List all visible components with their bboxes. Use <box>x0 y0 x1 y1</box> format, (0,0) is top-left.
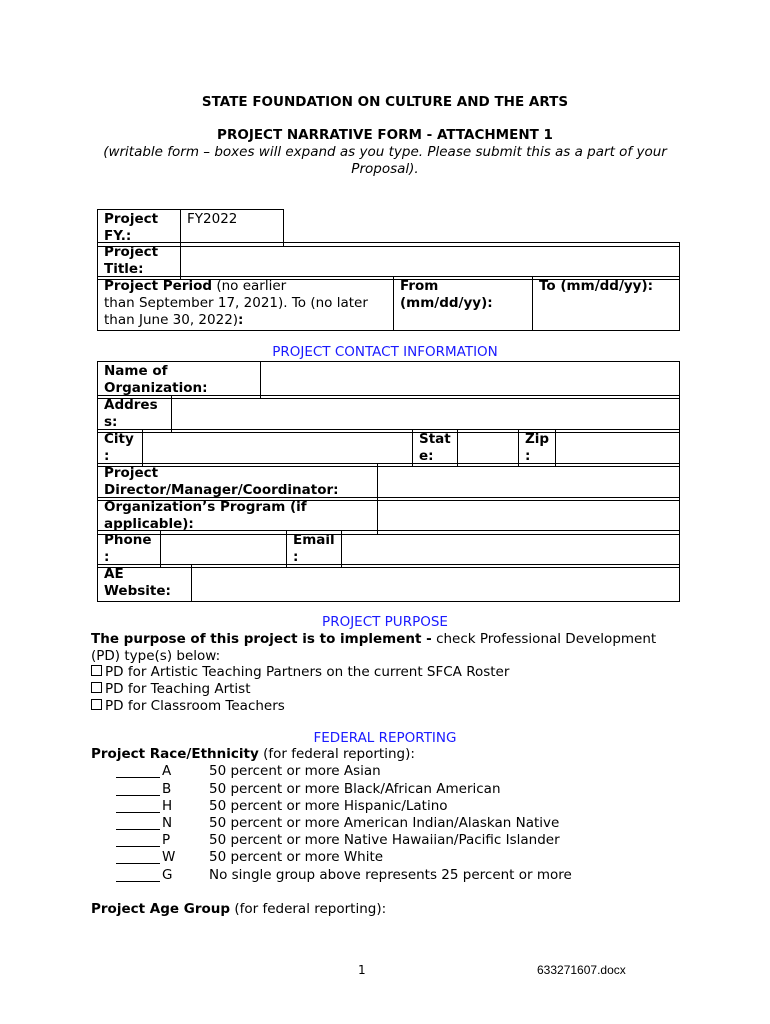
address-label: Addres s: <box>98 396 172 433</box>
director-label: Project Director/Manager/Coordinator: <box>98 464 378 501</box>
zip-label: Zip : <box>519 430 556 467</box>
contact-phone-table <box>97 530 680 568</box>
project-title-table <box>97 242 680 280</box>
form-title: PROJECT NARRATIVE FORM - ATTACHMENT 1 <box>217 127 553 143</box>
zip-field[interactable] <box>556 430 680 467</box>
race-option-h[interactable]: H 50 percent or more Hispanic/Latino <box>116 798 716 815</box>
race-blank[interactable] <box>116 799 160 813</box>
race-option-p[interactable]: P 50 percent or more Native Hawaiian/Pacific Islander <box>116 832 716 849</box>
federal-heading: FEDERAL REPORTING <box>313 730 457 746</box>
race-blank[interactable] <box>116 833 160 847</box>
footer-filename: 633271607.docx <box>537 963 626 977</box>
checkbox-icon[interactable] <box>91 665 102 676</box>
contact-city-table <box>97 429 680 467</box>
race-option-a[interactable]: A 50 percent or more Asian <box>116 763 716 780</box>
purpose-heading: PROJECT PURPOSE <box>322 614 448 630</box>
age-group-label: Project Age Group (for federal reporting): <box>91 901 387 917</box>
project-period-label: Project Period (no earlier than September 17, 2021). To (no later than June 30, 2022): <box>98 277 394 331</box>
contact-website-table <box>97 564 680 602</box>
website-field[interactable] <box>192 565 680 602</box>
project-fy-field[interactable]: FY2022 <box>181 210 284 247</box>
project-fy-label: Project FY.: <box>98 210 181 247</box>
purpose-option-classroom[interactable]: PD for Classroom Teachers <box>91 698 285 715</box>
program-label: Organization’s Program (if applicable): <box>98 498 378 535</box>
page-number: 1 <box>358 963 366 977</box>
race-option-n[interactable]: N 50 percent or more American Indian/Alaskan Native <box>116 815 716 832</box>
email-label: Email : <box>287 531 342 568</box>
org-name-field[interactable] <box>261 362 680 399</box>
form-instructions-line1: (writable form – boxes will expand as you type. Please submit this as a part of your <box>103 144 667 160</box>
org-name-label: Name of Organization: <box>98 362 261 399</box>
purpose-option-teaching-artist[interactable]: PD for Teaching Artist <box>91 681 251 698</box>
purpose-option-atp[interactable]: PD for Artistic Teaching Partners on the current SFCA Roster <box>91 664 509 681</box>
race-blank[interactable] <box>116 816 160 830</box>
director-field[interactable] <box>378 464 680 501</box>
race-blank[interactable] <box>116 868 160 882</box>
race-option-b[interactable]: B 50 percent or more Black/African American <box>116 781 716 798</box>
program-field[interactable] <box>378 498 680 535</box>
website-label: AE Website: <box>98 565 192 602</box>
period-from-field[interactable]: From (mm/dd/yy): <box>394 277 533 331</box>
contact-org-table <box>97 361 680 399</box>
contact-director-table <box>97 463 680 501</box>
document-org-title: STATE FOUNDATION ON CULTURE AND THE ARTS <box>201 94 569 110</box>
purpose-lead-line2: (PD) type(s) below: <box>91 648 221 664</box>
email-field[interactable] <box>341 531 679 568</box>
city-label: City : <box>98 430 143 467</box>
race-blank[interactable] <box>116 782 160 796</box>
state-label: Stat e: <box>413 430 458 467</box>
race-option-g[interactable]: G No single group above represents 25 percent or more <box>116 867 716 884</box>
race-label: Project Race/Ethnicity (for federal reporting): <box>91 746 415 762</box>
spacer <box>284 210 681 247</box>
address-field[interactable] <box>172 396 680 433</box>
phone-label: Phone : <box>98 531 161 568</box>
project-title-field[interactable] <box>181 243 680 280</box>
race-blank[interactable] <box>116 764 160 778</box>
checkbox-icon[interactable] <box>91 682 102 693</box>
project-period-table <box>97 276 680 331</box>
checkbox-icon[interactable] <box>91 699 102 710</box>
state-field[interactable] <box>458 430 519 467</box>
project-title-label: Project Title: <box>98 243 181 280</box>
contact-address-table <box>97 395 680 433</box>
city-field[interactable] <box>143 430 413 467</box>
purpose-lead <box>91 631 711 648</box>
purpose-lead-bold: The purpose of this project is to implement - <box>91 631 432 647</box>
form-instructions-line2: Proposal). <box>351 161 419 177</box>
race-option-w[interactable]: W 50 percent or more White <box>116 849 716 866</box>
phone-field[interactable] <box>161 531 287 568</box>
purpose-lead-rest: check Professional Development <box>431 631 657 647</box>
period-to-field[interactable]: To (mm/dd/yy): <box>533 277 680 331</box>
contact-heading: PROJECT CONTACT INFORMATION <box>272 344 498 360</box>
race-blank[interactable] <box>116 850 160 864</box>
